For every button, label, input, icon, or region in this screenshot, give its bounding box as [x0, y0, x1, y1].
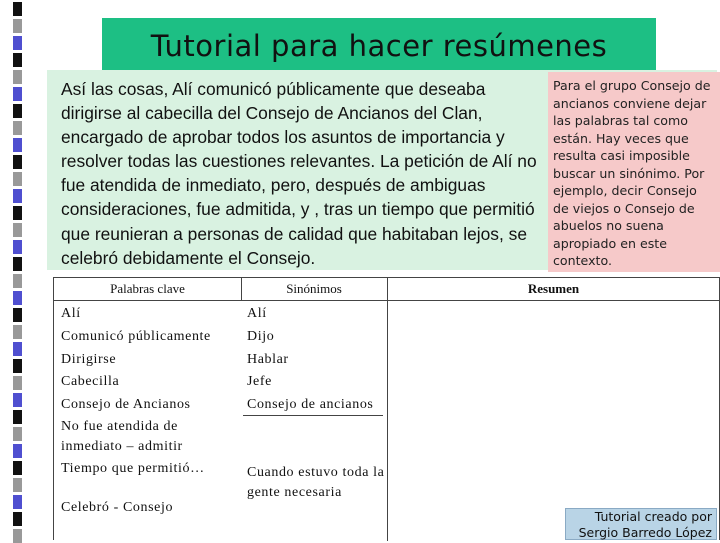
- header-summary: Resumen: [527, 281, 580, 296]
- header-keywords: Palabras clave: [110, 281, 185, 296]
- header-synonyms: Sinónimos: [286, 281, 342, 296]
- keyword-item: Consejo de Ancianos: [61, 397, 191, 413]
- author-credit: [565, 508, 717, 540]
- column-divider: [387, 278, 388, 541]
- keyword-item: No fue atendida de inmediato – admitir: [61, 418, 183, 454]
- synonyms-column: [247, 303, 385, 503]
- keyword-item: Celebró - Consejo: [61, 499, 174, 515]
- synonym-item: Hablar: [247, 351, 289, 367]
- title-banner: [102, 18, 656, 70]
- credit-author: Sergio Barredo López: [578, 525, 712, 540]
- column-divider: [241, 278, 242, 300]
- summary-cell[interactable]: [394, 303, 714, 533]
- keywords-column: [61, 303, 236, 520]
- slide-title: Tutorial para hacer resúmenes: [150, 29, 608, 63]
- source-paragraph: Así las cosas, Alí comunicó públicamente que deseaba dirigirse al cabecilla del Consejo de Ancianos del Clan, encargado de aprobar todos los asuntos de importancia y resolver todas las cuestiones relevantes. La petición de Alí no fue atendida de inmediato, pero, después de ambiguas consideraciones, fue admitida, y , tras un tiempo que permitió que reunieran a personas de calidad que habitaban lejos, se celebró debidamente el Consejo.: [61, 79, 537, 268]
- synonym-item: Consejo de ancianos: [247, 397, 374, 413]
- synonym-item: Alí: [247, 306, 267, 321]
- keyword-item: Comunicó públicamente: [61, 328, 211, 344]
- note-box: Para el grupo Consejo de ancianos conviene dejar las palabras tal como están. Hay veces que resulta casi imposible buscar un sinónimo. Por ejemplo, decir Consejo de viejos o Consejo de abuelos no suena apropiado en este contexto.: [548, 72, 720, 272]
- synonym-item: Cuando estuvo toda la gente necesaria: [247, 464, 385, 500]
- summary-table: [53, 277, 720, 540]
- decorative-square-strip: [0, 0, 22, 540]
- synonym-item: Jefe: [247, 374, 272, 390]
- keyword-item: Dirigirse: [61, 351, 117, 367]
- keyword-item: Tiempo que permitió…: [61, 460, 205, 476]
- keyword-item: Cabecilla: [61, 374, 120, 390]
- credit-line: Tutorial creado por: [594, 509, 712, 524]
- synonym-item: Dijo: [247, 328, 275, 344]
- keyword-item: Alí: [61, 306, 81, 321]
